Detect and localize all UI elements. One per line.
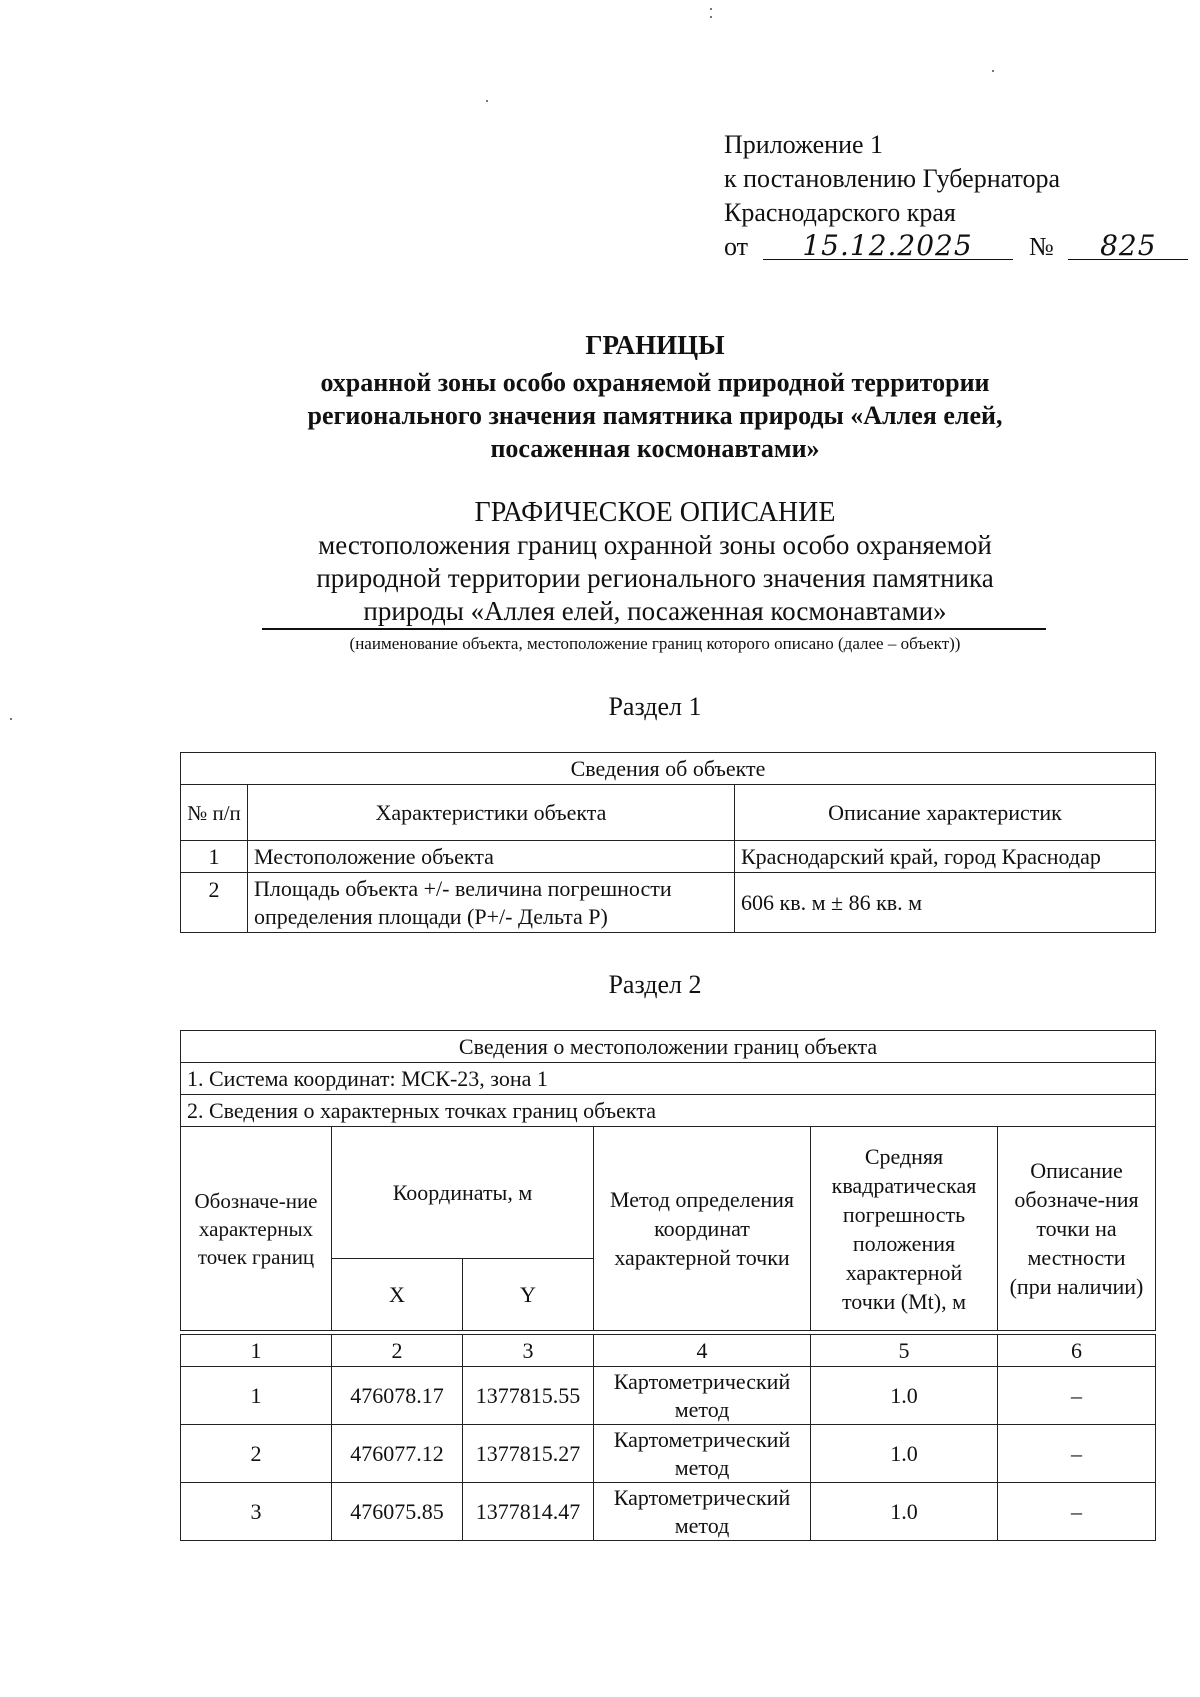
- subtitle-line-1: охранной зоны особо охраняемой природной территории: [320, 368, 990, 397]
- coordinate-system: 1. Система координат: МСК-23, зона 1: [181, 1063, 1156, 1095]
- point-method: Картометрический метод: [594, 1367, 811, 1425]
- point-x: 476078.17: [332, 1367, 463, 1425]
- table-title: Сведения об объекте: [181, 753, 1156, 785]
- handwritten-date: 15.12.2025: [763, 233, 1013, 260]
- point-desc: –: [998, 1367, 1156, 1425]
- point-id: 1: [181, 1367, 332, 1425]
- table-row: [181, 873, 1156, 933]
- col-num: 5: [811, 1335, 998, 1367]
- col-num: 4: [594, 1335, 811, 1367]
- annex-line-1: Приложение 1: [724, 130, 884, 159]
- point-method: Картометрический метод: [594, 1483, 811, 1541]
- point-y: 1377815.27: [463, 1425, 594, 1483]
- date-prefix: от: [724, 232, 749, 261]
- graphic-line-1: местоположения границ охранной зоны особо охраняемой: [318, 530, 992, 560]
- number-prefix: №: [1029, 232, 1054, 261]
- object-info-table: [180, 752, 1156, 933]
- points-table: [180, 1334, 1156, 1541]
- row-no: 2: [181, 873, 248, 933]
- annex-line-2: к постановлению Губернатора: [724, 164, 1061, 193]
- annex-block: [724, 128, 1188, 264]
- header-coords: Координаты, м: [332, 1127, 594, 1259]
- section-1-title: Раздел 1: [608, 692, 702, 721]
- point-desc: –: [998, 1425, 1156, 1483]
- section-2-title: Раздел 2: [608, 970, 702, 999]
- col-num: 1: [181, 1335, 332, 1367]
- subtitle-line-2: регионального значения памятника природы «Аллея елей,: [307, 401, 1003, 430]
- row-desc: Краснодарский край, город Краснодар: [735, 841, 1156, 873]
- graphic-line-2: природной территории регионального значения памятника: [316, 563, 994, 593]
- row-char: Площадь объекта +/- величина погрешности определения площади (P+/- Дельта P): [248, 873, 735, 933]
- header-x: X: [332, 1259, 463, 1331]
- subtitle-line-3: посаженная космонавтами»: [490, 434, 820, 463]
- object-caption: (наименование объекта, местоположение границ которого описано (далее – объект)): [349, 634, 961, 653]
- row-desc: 606 кв. м ± 86 кв. м: [735, 873, 1156, 933]
- row-char: Местоположение объекта: [248, 841, 735, 873]
- col-num: 6: [998, 1335, 1156, 1367]
- point-id: 2: [181, 1425, 332, 1483]
- underline-rule: [262, 628, 1046, 630]
- row-no: 1: [181, 841, 248, 873]
- col-num: 2: [332, 1335, 463, 1367]
- header-desc: Описание обозначе-ния точки на местности (при наличии): [998, 1127, 1156, 1331]
- boundaries-table: [180, 1030, 1156, 1331]
- doc-title: ГРАНИЦЫ: [585, 330, 725, 360]
- header-error: Средняя квадратическая погрешность положения характерной точки (Mt), м: [811, 1127, 998, 1331]
- point-error: 1.0: [811, 1483, 998, 1541]
- header-point: Обозначе-ние характерных точек границ: [181, 1127, 332, 1331]
- table-row: [181, 1425, 1156, 1483]
- graphic-description: [180, 496, 1130, 628]
- header-y: Y: [463, 1259, 594, 1331]
- annex-line-3: Краснодарского края: [724, 198, 956, 227]
- points-title: 2. Сведения о характерных точках границ объекта: [181, 1095, 1156, 1127]
- point-x: 476077.12: [332, 1425, 463, 1483]
- table-row: [181, 841, 1156, 873]
- col-header-char: Характеристики объекта: [248, 785, 735, 841]
- table-row: [181, 1367, 1156, 1425]
- graphic-heading: ГРАФИЧЕСКОЕ ОПИСАНИЕ: [474, 497, 836, 528]
- column-numbers-row: [181, 1335, 1156, 1367]
- handwritten-number: 825: [1068, 233, 1188, 260]
- col-header-desc: Описание характеристик: [735, 785, 1156, 841]
- table-title: Сведения о местоположении границ объекта: [181, 1031, 1156, 1063]
- point-error: 1.0: [811, 1425, 998, 1483]
- point-x: 476075.85: [332, 1483, 463, 1541]
- point-desc: –: [998, 1483, 1156, 1541]
- header-method: Метод определения координат характерной точки: [594, 1127, 811, 1331]
- col-header-no: № п/п: [181, 785, 248, 841]
- col-num: 3: [463, 1335, 594, 1367]
- point-id: 3: [181, 1483, 332, 1541]
- point-error: 1.0: [811, 1367, 998, 1425]
- doc-subtitle: [180, 366, 1130, 465]
- graphic-line-3: природы «Аллея елей, посаженная космонавтами»: [363, 596, 947, 626]
- point-y: 1377814.47: [463, 1483, 594, 1541]
- point-method: Картометрический метод: [594, 1425, 811, 1483]
- annex-date-line: [724, 230, 1188, 264]
- point-y: 1377815.55: [463, 1367, 594, 1425]
- table-row: [181, 1483, 1156, 1541]
